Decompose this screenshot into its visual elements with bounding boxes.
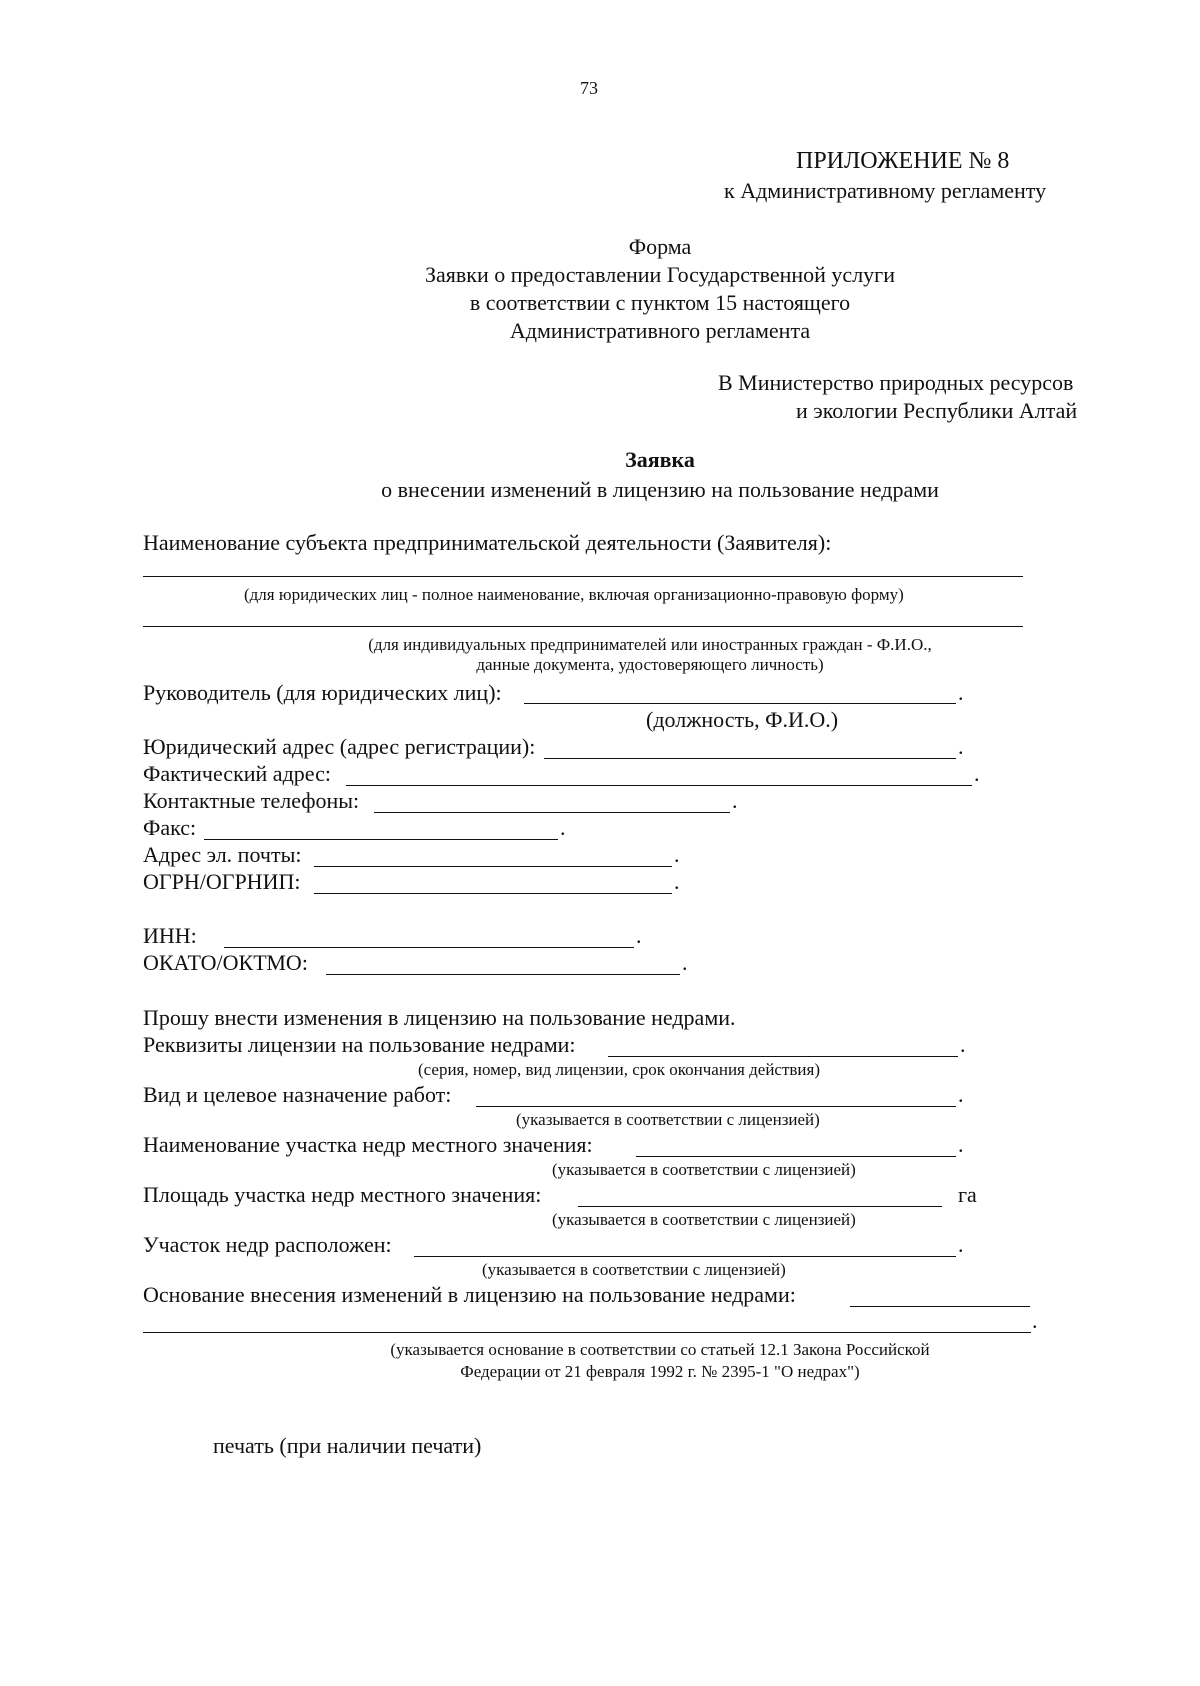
basis-dot: . — [1032, 1308, 1038, 1333]
phones-dot: . — [732, 788, 738, 813]
application-title: Заявка — [625, 447, 695, 472]
head-dot: . — [958, 680, 964, 705]
okato-label: ОКАТО/ОКТМО: — [143, 950, 308, 975]
basis-line-2[interactable] — [143, 1332, 1031, 1333]
actual-address-dot: . — [974, 761, 980, 786]
okato-dot: . — [682, 950, 688, 975]
ogrn-label: ОГРН/ОГРНИП: — [143, 869, 301, 894]
addressee-line1: В Министерство природных ресурсов — [718, 370, 1074, 395]
legal-address-line[interactable] — [544, 758, 956, 759]
inn-label: ИНН: — [143, 923, 197, 948]
license-details-dot: . — [960, 1032, 966, 1057]
plot-location-line[interactable] — [414, 1256, 956, 1257]
form-header-line2: Заявки о предоставлении Государственной услуги — [425, 262, 895, 287]
fax-label: Факс: — [143, 815, 197, 840]
plot-area-unit: га — [958, 1182, 977, 1207]
work-type-hint: (указывается в соответствии с лицензией) — [516, 1110, 820, 1129]
plot-name-dot: . — [958, 1132, 964, 1157]
form-header-line1: Форма — [628, 234, 692, 259]
request-statement: Прошу внести изменения в лицензию на пользование недрами. — [143, 1005, 736, 1030]
basis-line-1[interactable] — [850, 1306, 1030, 1307]
application-subtitle: о внесении изменений в лицензию на пользование недрами — [381, 477, 939, 502]
actual-address-label: Фактический адрес: — [143, 761, 331, 786]
legal-entities-hint: (для юридических лиц - полное наименование, включая организационно-правовую форму) — [244, 585, 904, 604]
inn-line[interactable] — [224, 947, 634, 948]
legal-address-dot: . — [958, 734, 964, 759]
basis-hint-2: Федерации от 21 февраля 1992 г. № 2395-1 "О недрах") — [460, 1362, 860, 1381]
appendix-title: ПРИЛОЖЕНИЕ № 8 — [796, 148, 1010, 174]
plot-name-hint: (указывается в соответствии с лицензией) — [552, 1160, 856, 1179]
email-dot: . — [674, 842, 680, 867]
head-line[interactable] — [524, 703, 956, 704]
plot-name-label: Наименование участка недр местного значения: — [143, 1132, 593, 1157]
page-number: 73 — [580, 78, 598, 98]
form-header-line4: Административного регламента — [509, 318, 811, 343]
plot-area-label: Площадь участка недр местного значения: — [143, 1182, 542, 1207]
individuals-hint-2: данные документа, удостоверяющего личность) — [476, 655, 824, 674]
phones-line[interactable] — [374, 812, 730, 813]
subject-name-line[interactable] — [143, 576, 1023, 577]
plot-location-hint: (указывается в соответствии с лицензией) — [482, 1260, 786, 1279]
plot-name-line[interactable] — [636, 1156, 956, 1157]
subject-name-label: Наименование субъекта предпринимательской деятельности (Заявителя): — [143, 530, 832, 555]
addressee-line2: и экологии Республики Алтай — [796, 398, 1078, 423]
work-type-label: Вид и целевое назначение работ: — [143, 1082, 452, 1107]
phones-label: Контактные телефоны: — [143, 788, 360, 813]
basis-label: Основание внесения изменений в лицензию на пользование недрами: — [143, 1282, 796, 1307]
individuals-line[interactable] — [143, 626, 1023, 627]
stamp-note: печать (при наличии печати) — [213, 1433, 482, 1458]
legal-address-label: Юридический адрес (адрес регистрации): — [143, 734, 536, 759]
plot-location-dot: . — [958, 1232, 964, 1257]
plot-location-label: Участок недр расположен: — [143, 1232, 392, 1257]
individuals-hint-1: (для индивидуальных предпринимателей или иностранных граждан - Ф.И.О., — [368, 635, 932, 654]
plot-area-line[interactable] — [578, 1206, 942, 1207]
head-label: Руководитель (для юридических лиц): — [143, 680, 502, 705]
actual-address-line[interactable] — [346, 785, 972, 786]
head-hint: (должность, Ф.И.О.) — [646, 707, 839, 732]
ogrn-dot: . — [674, 869, 680, 894]
work-type-dot: . — [958, 1082, 964, 1107]
email-label: Адрес эл. почты: — [143, 842, 302, 867]
fax-line[interactable] — [204, 839, 558, 840]
plot-area-hint: (указывается в соответствии с лицензией) — [552, 1210, 856, 1229]
basis-hint-1: (указывается основание в соответствии со статьей 12.1 Закона Российской — [390, 1340, 930, 1359]
fax-dot: . — [560, 815, 566, 840]
license-details-hint: (серия, номер, вид лицензии, срок окончания действия) — [418, 1060, 820, 1079]
license-details-line[interactable] — [608, 1056, 958, 1057]
appendix-subtitle: к Административному регламенту — [724, 178, 1047, 203]
okato-line[interactable] — [326, 974, 680, 975]
work-type-line[interactable] — [476, 1106, 956, 1107]
inn-dot: . — [636, 923, 642, 948]
form-header-line3: в соответствии с пунктом 15 настоящего — [469, 290, 851, 315]
email-line[interactable] — [314, 866, 672, 867]
ogrn-line[interactable] — [314, 893, 672, 894]
license-details-label: Реквизиты лицензии на пользование недрами: — [143, 1032, 576, 1057]
